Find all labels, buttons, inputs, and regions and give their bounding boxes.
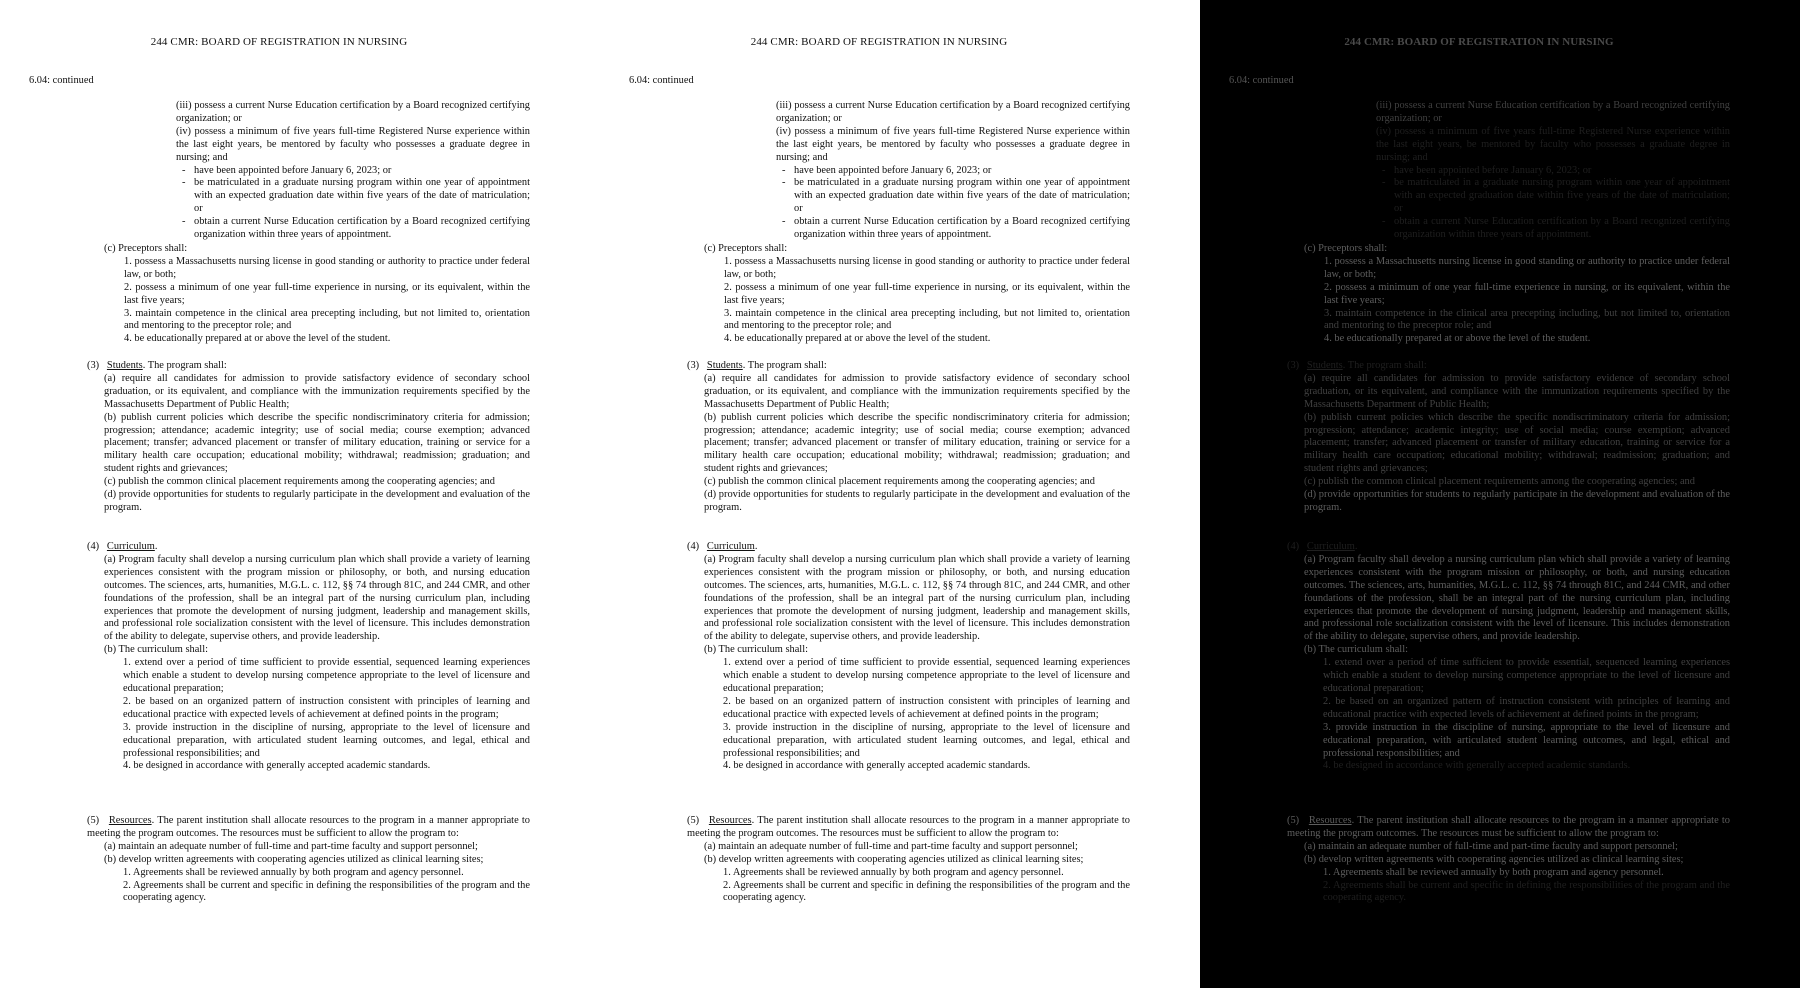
students-item-a: (a) require all candidates for admission to provide satisfactory evidence of secondary school graduation, or its equivalent, and compliance with the immunization requirements specified by the Massachusetts Department of Public Health; [104, 372, 530, 410]
preceptors-block [704, 243, 1130, 346]
dash-item: - obtain a current Nurse Education certification by a Board recognized certifying organization within three years of appointment. [782, 216, 1130, 241]
preceptor-item: 4. be educationally prepared at or above the level of the student. [1324, 333, 1591, 345]
preceptor-item: 2. possess a minimum of one year full-time experience in nursing, or its equivalent, within the last five years; [1324, 281, 1730, 306]
resources-section [687, 815, 1130, 905]
curriculum-heading: (4) Curriculum. [1287, 541, 1358, 552]
item-iv: (iv) possess a minimum of five years full-time Registered Nurse experience within the last eight years, be mentored by faculty who possesses a graduate degree in nursing; and [176, 125, 530, 163]
students-item-a: (a) require all candidates for admission to provide satisfactory evidence of secondary school graduation, or its equivalent, and compliance with the immunization requirements specified by the Massachusetts Department of Public Health; [704, 372, 1130, 410]
preceptors-heading: (c) Preceptors shall: [1304, 243, 1388, 254]
curriculum-subitem: 1. extend over a period of time sufficient to provide essential, sequenced learning experiences which enable a student to develop nursing competence appropriate to the level of licensure and educational preparation; [123, 657, 530, 694]
students-section [87, 360, 530, 515]
resources-subitem: 2. Agreements shall be current and specific in defining the responsibilities of the program and the cooperating agency. [723, 879, 1130, 904]
curriculum-subitem: 4. be designed in accordance with generally accepted academic standards. [1323, 760, 1631, 772]
preceptor-item: 2. possess a minimum of one year full-time experience in nursing, or its equivalent, within the last five years; [124, 281, 530, 306]
dash-item: - be matriculated in a graduate nursing program within one year of appointment with an expected graduation date within five years of the date of matriculation; or [182, 177, 530, 215]
resources-subitem: 1. Agreements shall be reviewed annually by both program and agency personnel. [723, 866, 1064, 878]
document-page-copy [600, 0, 1200, 988]
curriculum-subitem: 2. be based on an organized pattern of instruction consistent with principles of learning and educational practice with expected levels of achievement at defined points in the program; [723, 695, 1130, 720]
section-label: 6.04: continued [629, 75, 694, 86]
students-item-b: (b) publish current policies which describe the specific nondiscriminatory criteria for admission; progression; attendance; academic integrity; use of social media; course exemption; advanced placement; transfer; advanced placement or transfer of military education, training or service for a military health care occupation; educational mobility; withdrawal; readmission; graduation; and student rights and grievances; [1304, 411, 1730, 475]
curriculum-item-b: (b) The curriculum shall: [1304, 644, 1408, 656]
curriculum-section [687, 541, 1130, 773]
students-heading: (3) Students. The program shall: [1287, 360, 1427, 371]
page-header: 244 CMR: BOARD OF REGISTRATION IN NURSING [150, 36, 408, 48]
curriculum-item-b: (b) The curriculum shall: [704, 644, 808, 656]
students-item-c: (c) publish the common clinical placement requirements among the cooperating agencies; and [704, 476, 1095, 488]
faculty-items-block [1376, 100, 1730, 242]
page-header: 244 CMR: BOARD OF REGISTRATION IN NURSING [1344, 36, 1614, 48]
students-item-c: (c) publish the common clinical placement requirements among the cooperating agencies; and [1304, 476, 1695, 488]
curriculum-subitem: 4. be designed in accordance with generally accepted academic standards. [723, 760, 1031, 772]
curriculum-item-a: (a) Program faculty shall develop a nursing curriculum plan which shall provide a variety of learning experiences consistent with the program mission or philosophy, or both, and nursing education outcomes. The sciences, arts, humanities, M.G.L. c. 112, §§ 74 through 81C, and 244 CMR, and other foundations of the profession, shall be an integral part of the nursing curriculum plan, including experiences that promote the development of nursing judgment, leadership and management skills, and professional role socialization consistent with the level of licensure. This includes demonstration of the ability to delegate, supervise others, and provide leadership. [1304, 553, 1730, 643]
section-label: 6.04: continued [1229, 75, 1294, 86]
students-section [687, 360, 1130, 515]
preceptors-block [104, 243, 530, 346]
preceptor-item: 1. possess a Massachusetts nursing license in good standing or authority to practice under federal law, or both; [724, 255, 1130, 280]
students-item-d: (d) provide opportunities for students to regularly participate in the development and evaluation of the program. [704, 489, 1130, 513]
students-section [1287, 360, 1730, 515]
students-item-b: (b) publish current policies which describe the specific nondiscriminatory criteria for admission; progression; attendance; academic integrity; use of social media; course exemption; advanced placement; transfer; advanced placement or transfer of military education, training or service for a military health care occupation; educational mobility; withdrawal; readmission; graduation; and student rights and grievances; [704, 411, 1130, 475]
preceptor-item: 2. possess a minimum of one year full-time experience in nursing, or its equivalent, within the last five years; [724, 281, 1130, 306]
preceptor-item: 3. maintain competence in the clinical area precepting including, but not limited to, orientation and mentoring to the preceptor role; and [124, 307, 530, 332]
page [600, 0, 1200, 988]
students-item-c: (c) publish the common clinical placement requirements among the cooperating agencies; and [104, 476, 495, 488]
resources-subitem: 2. Agreements shall be current and specific in defining the responsibilities of the program and the cooperating agency. [1323, 879, 1730, 904]
students-item-d: (d) provide opportunities for students to regularly participate in the development and evaluation of the program. [1304, 489, 1730, 513]
dash-item: - obtain a current Nurse Education certification by a Board recognized certifying organization within three years of appointment. [1382, 216, 1730, 241]
item-iii: (iii) possess a current Nurse Education certification by a Board recognized certifying organization; or [176, 100, 530, 124]
preceptor-item: 1. possess a Massachusetts nursing license in good standing or authority to practice under federal law, or both; [1324, 255, 1730, 280]
preceptors-heading: (c) Preceptors shall: [104, 243, 188, 254]
dash-item: - be matriculated in a graduate nursing program within one year of appointment with an expected graduation date within five years of the date of matriculation; or [782, 177, 1130, 215]
curriculum-subitem: 3. provide instruction in the discipline of nursing, appropriate to the level of licensure and educational preparation, with articulated student learning outcomes, and legal, ethical and professional responsibilities; and [123, 721, 530, 759]
students-item-b: (b) publish current policies which describe the specific nondiscriminatory criteria for admission; progression; attendance; academic integrity; use of social media; course exemption; advanced placement; transfer; advanced placement or transfer of military education, training or service for a military health care occupation; educational mobility; withdrawal; readmission; graduation; and student rights and grievances; [104, 411, 530, 475]
curriculum-section [1287, 541, 1730, 773]
students-heading: (3) Students. The program shall: [87, 360, 227, 371]
dash-item: - have been appointed before January 6, 2023; or [1382, 164, 1592, 176]
preceptors-heading: (c) Preceptors shall: [704, 243, 788, 254]
item-iv: (iv) possess a minimum of five years full-time Registered Nurse experience within the last eight years, be mentored by faculty who possesses a graduate degree in nursing; and [776, 125, 1130, 163]
resources-item-b: (b) develop written agreements with cooperating agencies utilized as clinical learning sites; [104, 853, 484, 865]
curriculum-subitem: 3. provide instruction in the discipline of nursing, appropriate to the level of licensure and educational preparation, with articulated student learning outcomes, and legal, ethical and professional responsibilities; and [723, 721, 1130, 759]
preceptors-block [1304, 243, 1730, 346]
resources-heading: (5) Resources. The parent institution shall allocate resources to the program in a manner appropriate to meeting the program outcomes. The resources must be sufficient to allow the program to: [687, 815, 1131, 839]
curriculum-subitem: 1. extend over a period of time sufficient to provide essential, sequenced learning experiences which enable a student to develop nursing competence appropriate to the level of licensure and educational preparation; [723, 657, 1130, 694]
resources-section [87, 815, 530, 905]
resources-subitem: 2. Agreements shall be current and specific in defining the responsibilities of the program and the cooperating agency. [123, 879, 530, 904]
curriculum-item-b: (b) The curriculum shall: [104, 644, 208, 656]
resources-item-b: (b) develop written agreements with cooperating agencies utilized as clinical learning sites; [704, 853, 1084, 865]
preceptor-item: 3. maintain competence in the clinical area precepting including, but not limited to, orientation and mentoring to the preceptor role; and [724, 307, 1130, 332]
curriculum-subitem: 4. be designed in accordance with generally accepted academic standards. [123, 760, 431, 772]
curriculum-heading: (4) Curriculum. [687, 541, 758, 552]
resources-heading: (5) Resources. The parent institution shall allocate resources to the program in a manner appropriate to meeting the program outcomes. The resources must be sufficient to allow the program to: [1287, 815, 1731, 839]
students-item-a: (a) require all candidates for admission to provide satisfactory evidence of secondary school graduation, or its equivalent, and compliance with the immunization requirements specified by the Massachusetts Department of Public Health; [1304, 372, 1730, 410]
resources-item-b: (b) develop written agreements with cooperating agencies utilized as clinical learning sites; [1304, 853, 1684, 865]
students-item-d: (d) provide opportunities for students to regularly participate in the development and evaluation of the program. [104, 489, 530, 513]
students-heading: (3) Students. The program shall: [687, 360, 827, 371]
dash-item: - be matriculated in a graduate nursing program within one year of appointment with an expected graduation date within five years of the date of matriculation; or [1382, 177, 1730, 215]
curriculum-subitem: 2. be based on an organized pattern of instruction consistent with principles of learning and educational practice with expected levels of achievement at defined points in the program; [123, 695, 530, 720]
curriculum-section [87, 541, 530, 773]
resources-subitem: 1. Agreements shall be reviewed annually by both program and agency personnel. [1323, 866, 1664, 878]
curriculum-item-a: (a) Program faculty shall develop a nursing curriculum plan which shall provide a variety of learning experiences consistent with the program mission or philosophy, or both, and nursing education outcomes. The sciences, arts, humanities, M.G.L. c. 112, §§ 74 through 81C, and 244 CMR, and other foundations of the profession, shall be an integral part of the nursing curriculum plan, including experiences that promote the development of nursing judgment, leadership and management skills, and professional role socialization consistent with the level of licensure. This includes demonstration of the ability to delegate, supervise others, and provide leadership. [704, 553, 1130, 643]
resources-heading: (5) Resources. The parent institution shall allocate resources to the program in a manner appropriate to meeting the program outcomes. The resources must be sufficient to allow the program to: [87, 815, 531, 839]
preceptor-item: 4. be educationally prepared at or above the level of the student. [724, 333, 991, 345]
resources-item-a: (a) maintain an adequate number of full-time and part-time faculty and support personnel; [104, 840, 478, 852]
curriculum-subitem: 2. be based on an organized pattern of instruction consistent with principles of learning and educational practice with expected levels of achievement at defined points in the program; [1323, 695, 1730, 720]
preceptor-item: 3. maintain competence in the clinical area precepting including, but not limited to, orientation and mentoring to the preceptor role; and [1324, 307, 1730, 332]
resources-item-a: (a) maintain an adequate number of full-time and part-time faculty and support personnel; [704, 840, 1078, 852]
preceptor-item: 1. possess a Massachusetts nursing license in good standing or authority to practice under federal law, or both; [124, 255, 530, 280]
document-page-dark-overlay [1200, 0, 1800, 988]
dash-item: - have been appointed before January 6, 2023; or [782, 164, 992, 176]
faculty-items-block [776, 100, 1130, 242]
resources-section [1287, 815, 1730, 905]
page [1200, 0, 1800, 988]
item-iii: (iii) possess a current Nurse Education certification by a Board recognized certifying organization; or [776, 100, 1130, 124]
document-page-original [0, 0, 600, 988]
page-header: 244 CMR: BOARD OF REGISTRATION IN NURSING [750, 36, 1008, 48]
curriculum-heading: (4) Curriculum. [87, 541, 158, 552]
section-label: 6.04: continued [29, 75, 94, 86]
item-iii: (iii) possess a current Nurse Education certification by a Board recognized certifying organization; or [1376, 100, 1730, 124]
resources-subitem: 1. Agreements shall be reviewed annually by both program and agency personnel. [123, 866, 464, 878]
faculty-items-block [176, 100, 530, 242]
dash-item: - obtain a current Nurse Education certification by a Board recognized certifying organization within three years of appointment. [182, 216, 530, 241]
item-iv: (iv) possess a minimum of five years full-time Registered Nurse experience within the last eight years, be mentored by faculty who possesses a graduate degree in nursing; and [1376, 125, 1730, 163]
curriculum-subitem: 3. provide instruction in the discipline of nursing, appropriate to the level of licensure and educational preparation, with articulated student learning outcomes, and legal, ethical and professional responsibilities; and [1323, 721, 1730, 759]
curriculum-subitem: 1. extend over a period of time sufficient to provide essential, sequenced learning experiences which enable a student to develop nursing competence appropriate to the level of licensure and educational preparation; [1323, 657, 1730, 694]
dash-item: - have been appointed before January 6, 2023; or [182, 164, 392, 176]
resources-item-a: (a) maintain an adequate number of full-time and part-time faculty and support personnel; [1304, 840, 1678, 852]
curriculum-item-a: (a) Program faculty shall develop a nursing curriculum plan which shall provide a variety of learning experiences consistent with the program mission or philosophy, or both, and nursing education outcomes. The sciences, arts, humanities, M.G.L. c. 112, §§ 74 through 81C, and 244 CMR, and other foundations of the profession, shall be an integral part of the nursing curriculum plan, including experiences that promote the development of nursing judgment, leadership and management skills, and professional role socialization consistent with the level of licensure. This includes demonstration of the ability to delegate, supervise others, and provide leadership. [104, 553, 530, 643]
page [0, 0, 600, 988]
preceptor-item: 4. be educationally prepared at or above the level of the student. [124, 333, 391, 345]
